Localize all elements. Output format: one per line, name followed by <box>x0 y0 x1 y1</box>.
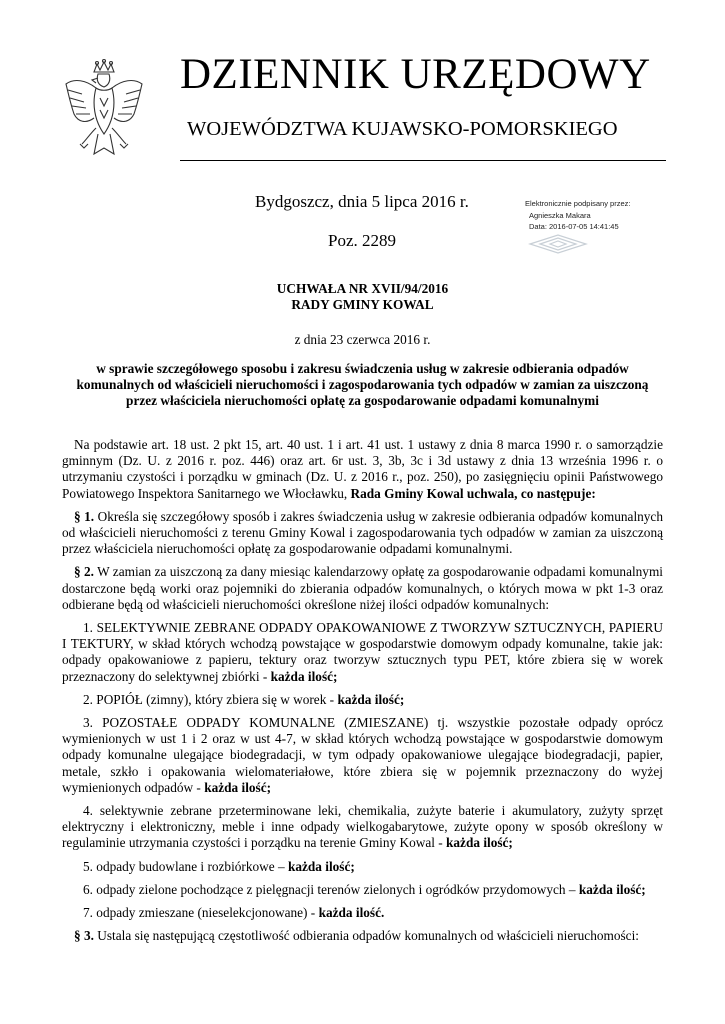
list-item-amount: każda ilość; <box>337 691 405 707</box>
list-item-amount: każda ilość; <box>578 881 646 897</box>
signature-signer: Agnieszka Makara <box>529 210 591 220</box>
journal-subtitle: WOJEWÓDZTWA KUJAWSKO-POMORSKIEGO <box>187 118 618 140</box>
list-item-amount: każda ilość. <box>318 905 385 921</box>
document-body <box>62 437 663 951</box>
signature-date: Data: 2016-07-05 14:41:45 <box>529 222 619 231</box>
section-3-text: Ustala się następującą częstotliwość odbierania odpadów komunalnych od właścicieli nieruchomości: <box>93 928 639 944</box>
signature-stamp-icon <box>528 233 588 255</box>
eagle-emblem-icon <box>60 58 148 170</box>
list-item <box>62 620 663 685</box>
list-item <box>62 859 663 875</box>
list-item-text: 6. odpady zielone pochodzące z pielęgnacji terenów zielonych i ogródków przydomowych – <box>83 881 579 897</box>
preamble <box>62 437 663 502</box>
list-item <box>62 905 663 921</box>
preamble-text: Na podstawie art. 18 ust. 2 pkt 15, art. 40 ust. 1 i art. 41 ust. 1 ustawy z dnia 8 marca 1990 r. o samorządzie gminnym (Dz. U. z 2016 r. poz. 446) oraz art. 6r ust. 3, 3b, 3c i 3d ustawy z dnia 13 września 1996 r. o utrzymaniu czystości i porządku w gminach (Dz. U. z 2016 r., poz. 250), po zasięgnięciu opinii Państwowego Powiatowego Inspektora Sanitarnego we Włocławku, <box>62 437 663 501</box>
list-item-text: 7. odpady zmieszane (nieselekcjonowane) - <box>83 905 319 921</box>
list-item-text: 3. POZOSTAŁE ODPADY KOMUNALNE (ZMIESZANE) tj. wszystkie pozostałe odpady oprócz wymienionych w ust 1 i 2 oraz w ust 4-7, w skład których wchodzą powstające w gospodarstwie domowym odpady komunalne ulegające biodegradacji, w tym odpady opakowaniowe ulegające biodegradacji, papier, metale, szkło i opakowania wielomateriałowe, które zbiera się w pojemnik przeznaczony do wyżej wymienionych odpadów - <box>62 715 663 795</box>
list-item-text: 4. selektywnie zebrane przeterminowane leki, chemikalia, zużyte baterie i akumulatory, zużyty sprzęt elektryczny i elektroniczny, meble i inne odpady wielkogabarytowe, zużyte opony w sposób określony w regulaminie utrzymania czystości i porządku na terenie Gminy Kowal - <box>62 803 663 851</box>
list-item <box>62 692 663 708</box>
journal-title: DZIENNIK URZĘDOWY <box>180 51 651 98</box>
header-divider <box>180 160 666 161</box>
electronic-signature <box>525 198 630 233</box>
place-date: Bydgoszcz, dnia 5 lipca 2016 r. <box>255 192 469 211</box>
section-1-mark: § 1. <box>74 508 95 524</box>
list-item <box>62 715 663 796</box>
list-item-text: 1. SELEKTYWNIE ZEBRANE ODPADY OPAKOWANIOWE Z TWORZYW SZTUCZNYCH, PAPIERU I TEKTURY, w skład których wchodzą powstające w gospodarstwie domowym odpady komunalne, takie jak: odpady opakowaniowe z papieru, tektury oraz tworzyw sztucznych typu PET, które zbiera się w worek przeznaczony do selektywnej zbiórki - <box>62 620 663 684</box>
resolution-date: z dnia 23 czerwca 2016 r. <box>294 332 431 347</box>
list-item-amount: każda ilość; <box>204 779 272 795</box>
position-number: Poz. 2289 <box>328 231 396 250</box>
list-item-amount: każda ilość; <box>270 668 338 684</box>
section-1-text: Określa się szczegółowy sposób i zakres świadczenia usług w zakresie odbierania odpadów komunalnych od właścicieli nieruchomości z terenu Gminy Kowal i zagospodarowania tych odpadów w zamian za uiszczoną przez właściciela nieruchomości opłatę za gospodarowanie odpadami komunalnymi. <box>62 508 663 557</box>
section-3-mark: § 3. <box>74 928 94 944</box>
resolution-issuer: RADY GMINY KOWAL <box>291 297 434 312</box>
section-2-mark: § 2. <box>74 564 94 580</box>
section-1 <box>62 509 663 558</box>
list-item <box>62 803 663 852</box>
section-2 <box>62 564 663 613</box>
signature-label: Elektronicznie podpisany przez: <box>525 199 631 208</box>
list-item-text: 5. odpady budowlane i rozbiórkowe – <box>83 858 288 874</box>
list-item-amount: każda ilość; <box>446 835 513 851</box>
resolution-subject: w sprawie szczegółowego sposobu i zakresu świadczenia usług w zakresie odbierania odpadów komunalnych od właścicieli nieruchomości i zagospodarowania tych odpadów w zamian za uiszczoną przez właściciela nieruchomości opłatę za gospodarowanie odpadami komunalnymi <box>76 361 649 408</box>
section-2-text: W zamian za uiszczoną za dany miesiąc kalendarzowy opłatę za gospodarowanie odpadami komunalnymi dostarczone będą worki oraz pojemniki do zbierania odpadów komunalnych, o których mowa w pkt 1-3 oraz odbierane będą od właścicieli nieruchomości określone niżej ilości odpadów komunalnych: <box>62 564 663 612</box>
section-3 <box>62 928 663 944</box>
resolution-number: UCHWAŁA NR XVII/94/2016 <box>276 281 449 296</box>
list-item-amount: każda ilość; <box>287 858 355 874</box>
resolution-heading <box>0 281 725 313</box>
list-item <box>62 882 663 898</box>
list-item-text: 2. POPIÓŁ (zimny), który zbiera się w worek - <box>83 691 338 707</box>
preamble-enactment: Rada Gminy Kowal uchwala, co następuje: <box>350 485 596 501</box>
